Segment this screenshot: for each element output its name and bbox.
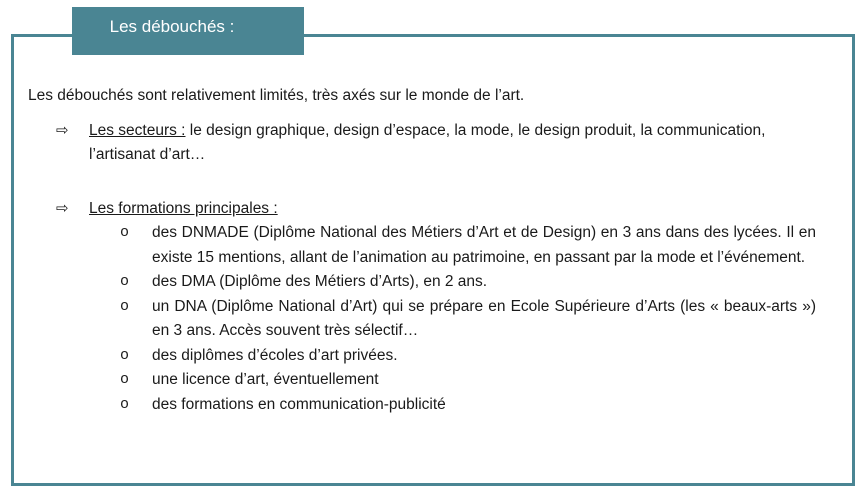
circle-bullet-icon: o — [120, 224, 130, 241]
list-item-text: des DMA (Diplôme des Métiers d’Arts), en 2 ans. — [152, 273, 488, 290]
circle-bullet-icon: o — [120, 273, 130, 290]
circle-bullet-icon: o — [120, 371, 130, 388]
list-item-text: des formations en communication-publicité — [152, 395, 446, 413]
arrow-right-icon: ⇨ — [56, 121, 69, 139]
section-title: Les débouchés : — [109, 17, 235, 36]
formations-list — [28, 221, 834, 417]
list-item-text: une licence d’art, éventuellement — [152, 371, 379, 388]
list-item-text: des diplômes d’écoles d’art privées. — [152, 346, 398, 364]
circle-bullet-icon: o — [120, 346, 130, 364]
secteurs-text: le design graphique, design d’espace, la mode, le design produit, la communication, l’artisanat d’art… — [89, 121, 766, 163]
list-item-text: des DNMADE (Diplôme National des Métiers d’Art et de Design) en 3 ans dans des lycées. Il en existe 15 mentions, allant de l’animation au patrimoine, en passant par la mode et l’événement. — [152, 224, 816, 266]
circle-bullet-icon: o — [120, 395, 130, 413]
section-title-tab — [72, 7, 304, 55]
list-item — [28, 393, 834, 418]
list-item — [28, 344, 834, 369]
content-body — [28, 84, 834, 417]
arrow-right-icon: ⇨ — [56, 199, 69, 217]
list-item-text: un DNA (Diplôme National d’Art) qui se prépare en Ecole Supérieure d’Arts (les « beaux-arts ») en 3 ans. Accès souvent très sélectif… — [152, 297, 816, 339]
list-item — [28, 295, 834, 344]
secteurs-label: Les secteurs : — [89, 121, 186, 139]
secteurs-item — [28, 119, 834, 168]
formations-item — [28, 197, 834, 222]
list-item — [28, 270, 834, 295]
list-item — [28, 368, 834, 393]
spacer — [28, 168, 834, 197]
list-item — [28, 221, 834, 270]
formations-label: Les formations principales : — [89, 199, 278, 217]
circle-bullet-icon: o — [120, 297, 130, 315]
intro-paragraph: Les débouchés sont relativement limités, très axés sur le monde de l’art. — [28, 87, 525, 104]
